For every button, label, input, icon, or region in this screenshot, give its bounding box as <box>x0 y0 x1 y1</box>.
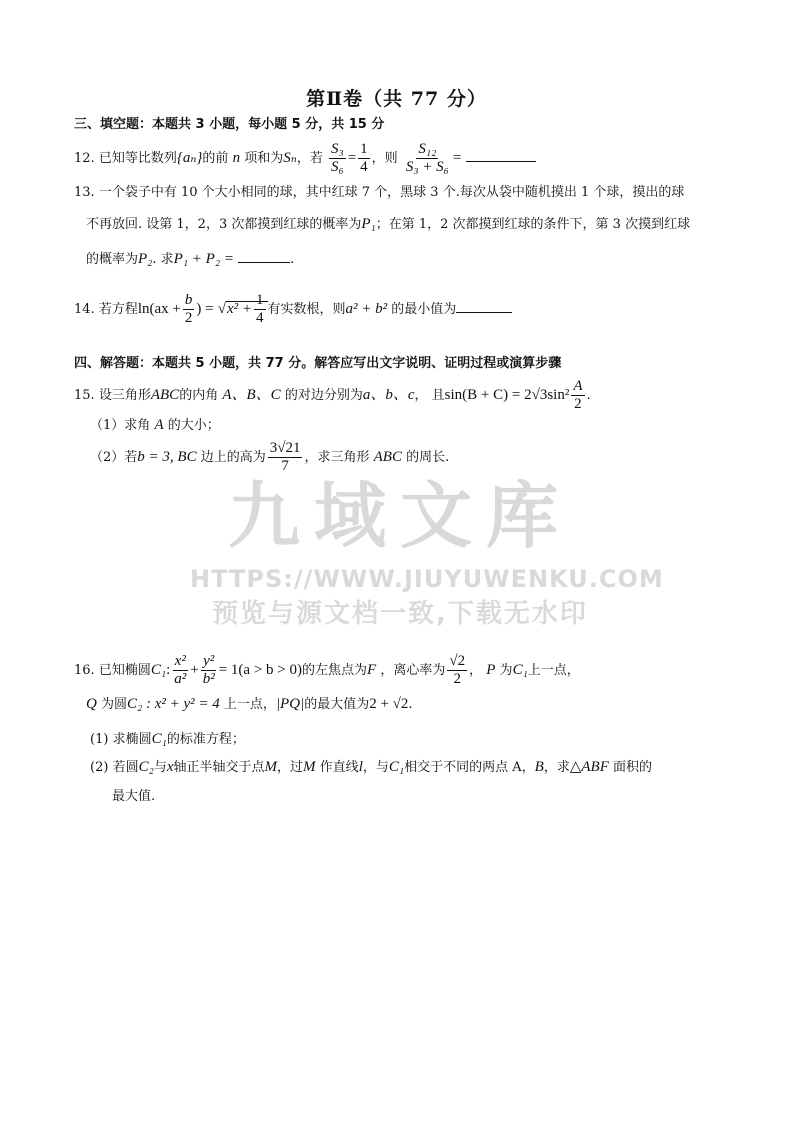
period: . <box>290 252 295 267</box>
q16-text: 的最大值为 <box>304 697 370 712</box>
question-12 <box>74 141 536 176</box>
c1: C₁ <box>150 662 167 678</box>
x-axis: x <box>166 759 174 775</box>
q12-text: ，则 <box>371 151 398 166</box>
part-text: 边上的高为 <box>200 450 266 465</box>
plus: + <box>190 662 199 678</box>
q13-text: . 求 <box>152 252 174 267</box>
q14-text: 有实数根，则 <box>267 302 346 317</box>
p2: P₂ <box>138 251 153 267</box>
equals: ) = <box>196 301 214 317</box>
question-13-line-2 <box>86 214 690 235</box>
part-text: 的标准方程； <box>166 732 245 747</box>
angle-a: A <box>154 417 164 433</box>
fraction-one-quarter <box>254 292 266 327</box>
q13-text: 的概率为 <box>86 252 139 267</box>
part-text: 相交于不同的两点 A， <box>404 760 535 775</box>
part-text: 作直线 <box>319 760 359 775</box>
colon: : <box>166 662 171 678</box>
sqrt-icon: √ <box>217 301 226 317</box>
denominator: 7 <box>281 458 289 474</box>
watermark-brand: 九域文库 <box>227 474 572 558</box>
part-text: ，求 <box>543 760 570 775</box>
q16-text: ，离心率为 <box>380 663 446 678</box>
sin-equation: sin(B + C) = 2√3sin² <box>444 387 570 403</box>
pq-abs: |PQ| <box>275 696 305 712</box>
point-b: B <box>534 759 544 775</box>
watermark-url: HTTPS://WWW.JIUYUWENKU.COM <box>190 565 664 593</box>
numerator: x² <box>174 653 186 669</box>
part-text: 的周长. <box>406 450 450 465</box>
question-16-part-2 <box>90 757 652 778</box>
section-heading-fill-in: 三、填空题：本题共 3 小题，每小题 5 分，共 15 分 <box>74 117 385 132</box>
q16-text: 上一点， <box>527 663 580 678</box>
fraction-y2-b2 <box>201 653 217 688</box>
c1: C₁ <box>388 759 405 775</box>
numerator: √2 <box>449 653 466 669</box>
fraction-a-over-2 <box>571 378 584 413</box>
question-13-line-1 <box>74 183 684 203</box>
q12-sequence: {aₙ} <box>176 150 203 166</box>
numerator: 3√21 <box>269 440 301 456</box>
question-16-line-1 <box>74 653 580 688</box>
answer-blank <box>456 311 512 313</box>
part-label: (1) <box>90 732 109 747</box>
denominator: 2 <box>574 396 582 412</box>
denominator: a² <box>174 671 187 687</box>
part-text: 若圆 <box>112 760 139 775</box>
equals: = <box>347 150 357 166</box>
numerator: y² <box>203 653 215 669</box>
q12-sn: Sₙ <box>283 150 297 166</box>
q15-text: ， 且 <box>414 388 445 403</box>
question-16-part-2-line-2: 最大值. <box>112 789 156 804</box>
numerator: S₁₂ <box>418 141 437 157</box>
q14-text: 若方程 <box>98 302 138 317</box>
numerator: A <box>573 378 583 394</box>
q12-text: ，若 <box>296 151 323 166</box>
answer-blank <box>238 261 290 263</box>
period: . <box>408 697 413 712</box>
question-number: 16. <box>74 663 95 678</box>
numerator: 1 <box>256 292 264 308</box>
part-text: 轴正半轴交于点 <box>173 760 265 775</box>
triangle-abc: ABC <box>150 387 180 403</box>
denominator: S₃ + S₆ <box>405 159 449 175</box>
numerator: 1 <box>360 141 368 157</box>
watermark <box>190 470 664 632</box>
fraction-eccentricity <box>447 653 467 688</box>
q15-text: 设三角形 <box>98 388 151 403</box>
section-heading-solutions: 四、解答题：本题共 5 小题，共 77 分。解答应写出文字说明、证明过程或演算步骤 <box>74 356 562 371</box>
part-text: 若 <box>124 450 138 465</box>
q13-text: ；在第 1，2 次都摸到红球的条件下，第 3 次摸到红球 <box>375 217 691 232</box>
point-p: P <box>486 662 496 678</box>
question-16-part-1 <box>90 729 245 750</box>
part-text: 求椭圆 <box>112 732 152 747</box>
line-l: l <box>358 759 363 775</box>
circle-c2: C₂ : x² + y² = 4 <box>127 696 220 712</box>
part-text: ，与 <box>362 760 389 775</box>
numerator: b <box>184 292 193 308</box>
p1: P₁ <box>361 216 376 232</box>
question-16-line-2 <box>86 694 413 715</box>
ellipse-condition: = 1(a > b > 0) <box>218 662 302 678</box>
q13-text: 不再放回. 设第 1，2，3 次都摸到红球的概率为 <box>86 217 362 232</box>
denominator: 2 <box>184 310 193 326</box>
q12-text: 的前 <box>202 151 229 166</box>
point-q: Q <box>86 696 97 712</box>
question-number: 15. <box>74 388 95 403</box>
point-m: M <box>264 759 278 775</box>
part-text: 与 <box>153 760 167 775</box>
q13-text: 一个袋子中有 10 个大小相同的球，其中红球 7 个，黑球 3 个.每次从袋中随机摸出 1 个球，摸出的球 <box>98 185 685 200</box>
question-15-part-1 <box>90 415 220 436</box>
triangle-abf: △ABF <box>569 759 609 775</box>
question-14 <box>74 292 512 327</box>
q14-text: 的最小值为 <box>391 302 457 317</box>
question-13-line-3 <box>86 249 294 270</box>
part-text: ，过 <box>277 760 304 775</box>
c1: C₁ <box>151 731 167 747</box>
part-text: ，求三角形 <box>304 450 370 465</box>
part-label: （1） <box>90 418 125 433</box>
q16-text: 上一点， <box>223 697 276 712</box>
question-number: 12. <box>74 151 95 166</box>
q12-n: n <box>232 150 241 166</box>
part-text: 求角 <box>124 418 151 433</box>
a2-plus-b2: a² + b² <box>345 301 388 317</box>
c2: C₂ <box>138 759 154 775</box>
x-squared: x² + <box>226 301 252 317</box>
question-number: 14. <box>74 302 95 317</box>
watermark-note: 预览与源文档一致,下载无水印 <box>212 599 588 629</box>
p1-plus-p2: P₁ + P₂ = <box>173 251 234 267</box>
q16-text: ， <box>469 663 483 678</box>
ln-expression: ln(ax + <box>137 301 181 317</box>
denominator: b² <box>202 671 215 687</box>
angles: A、B、C <box>222 387 281 403</box>
denominator: 4 <box>256 310 264 326</box>
q16-text: 为 <box>499 663 513 678</box>
equals: = <box>452 150 462 166</box>
focus-f: F <box>367 662 377 678</box>
sides: a、b、c <box>362 387 415 403</box>
page-title: 第Ⅱ卷（共 77 分） <box>306 88 487 110</box>
q15-text: 的对边分别为 <box>284 388 363 403</box>
denominator: 4 <box>360 159 368 175</box>
point-m: M <box>303 759 316 775</box>
fraction-b-over-2 <box>183 292 195 327</box>
q12-text: 项和为 <box>244 151 284 166</box>
answer-blank <box>466 160 536 162</box>
fraction-one-quarter <box>358 141 370 176</box>
q12-text: 已知等比数列 <box>98 151 177 166</box>
part-label: (2) <box>90 760 109 775</box>
period: . <box>586 388 591 403</box>
triangle-abc: ABC <box>373 449 402 465</box>
q16-text: 为圆 <box>100 697 127 712</box>
q16-text: 已知椭圆 <box>98 663 151 678</box>
fraction-s12 <box>404 141 451 176</box>
part-text: 面积的 <box>613 760 653 775</box>
q15-text: 的内角 <box>179 388 219 403</box>
question-number: 13. <box>74 185 95 200</box>
denominator: S₆ <box>330 159 344 175</box>
part-label: （2） <box>90 450 125 465</box>
fraction-x2-a2 <box>172 653 188 688</box>
numerator: S₃ <box>330 141 344 157</box>
sqrt-content <box>226 292 268 326</box>
denominator: 2 <box>453 671 461 687</box>
fraction-s3-s6 <box>329 141 346 176</box>
max-value: 2 + √2 <box>369 696 409 712</box>
c1: C₁ <box>512 662 528 678</box>
question-15 <box>74 378 591 413</box>
q16-text: 的左焦点为 <box>302 663 368 678</box>
part-text: 的大小； <box>167 418 220 433</box>
condition: b = 3, BC <box>137 449 197 465</box>
